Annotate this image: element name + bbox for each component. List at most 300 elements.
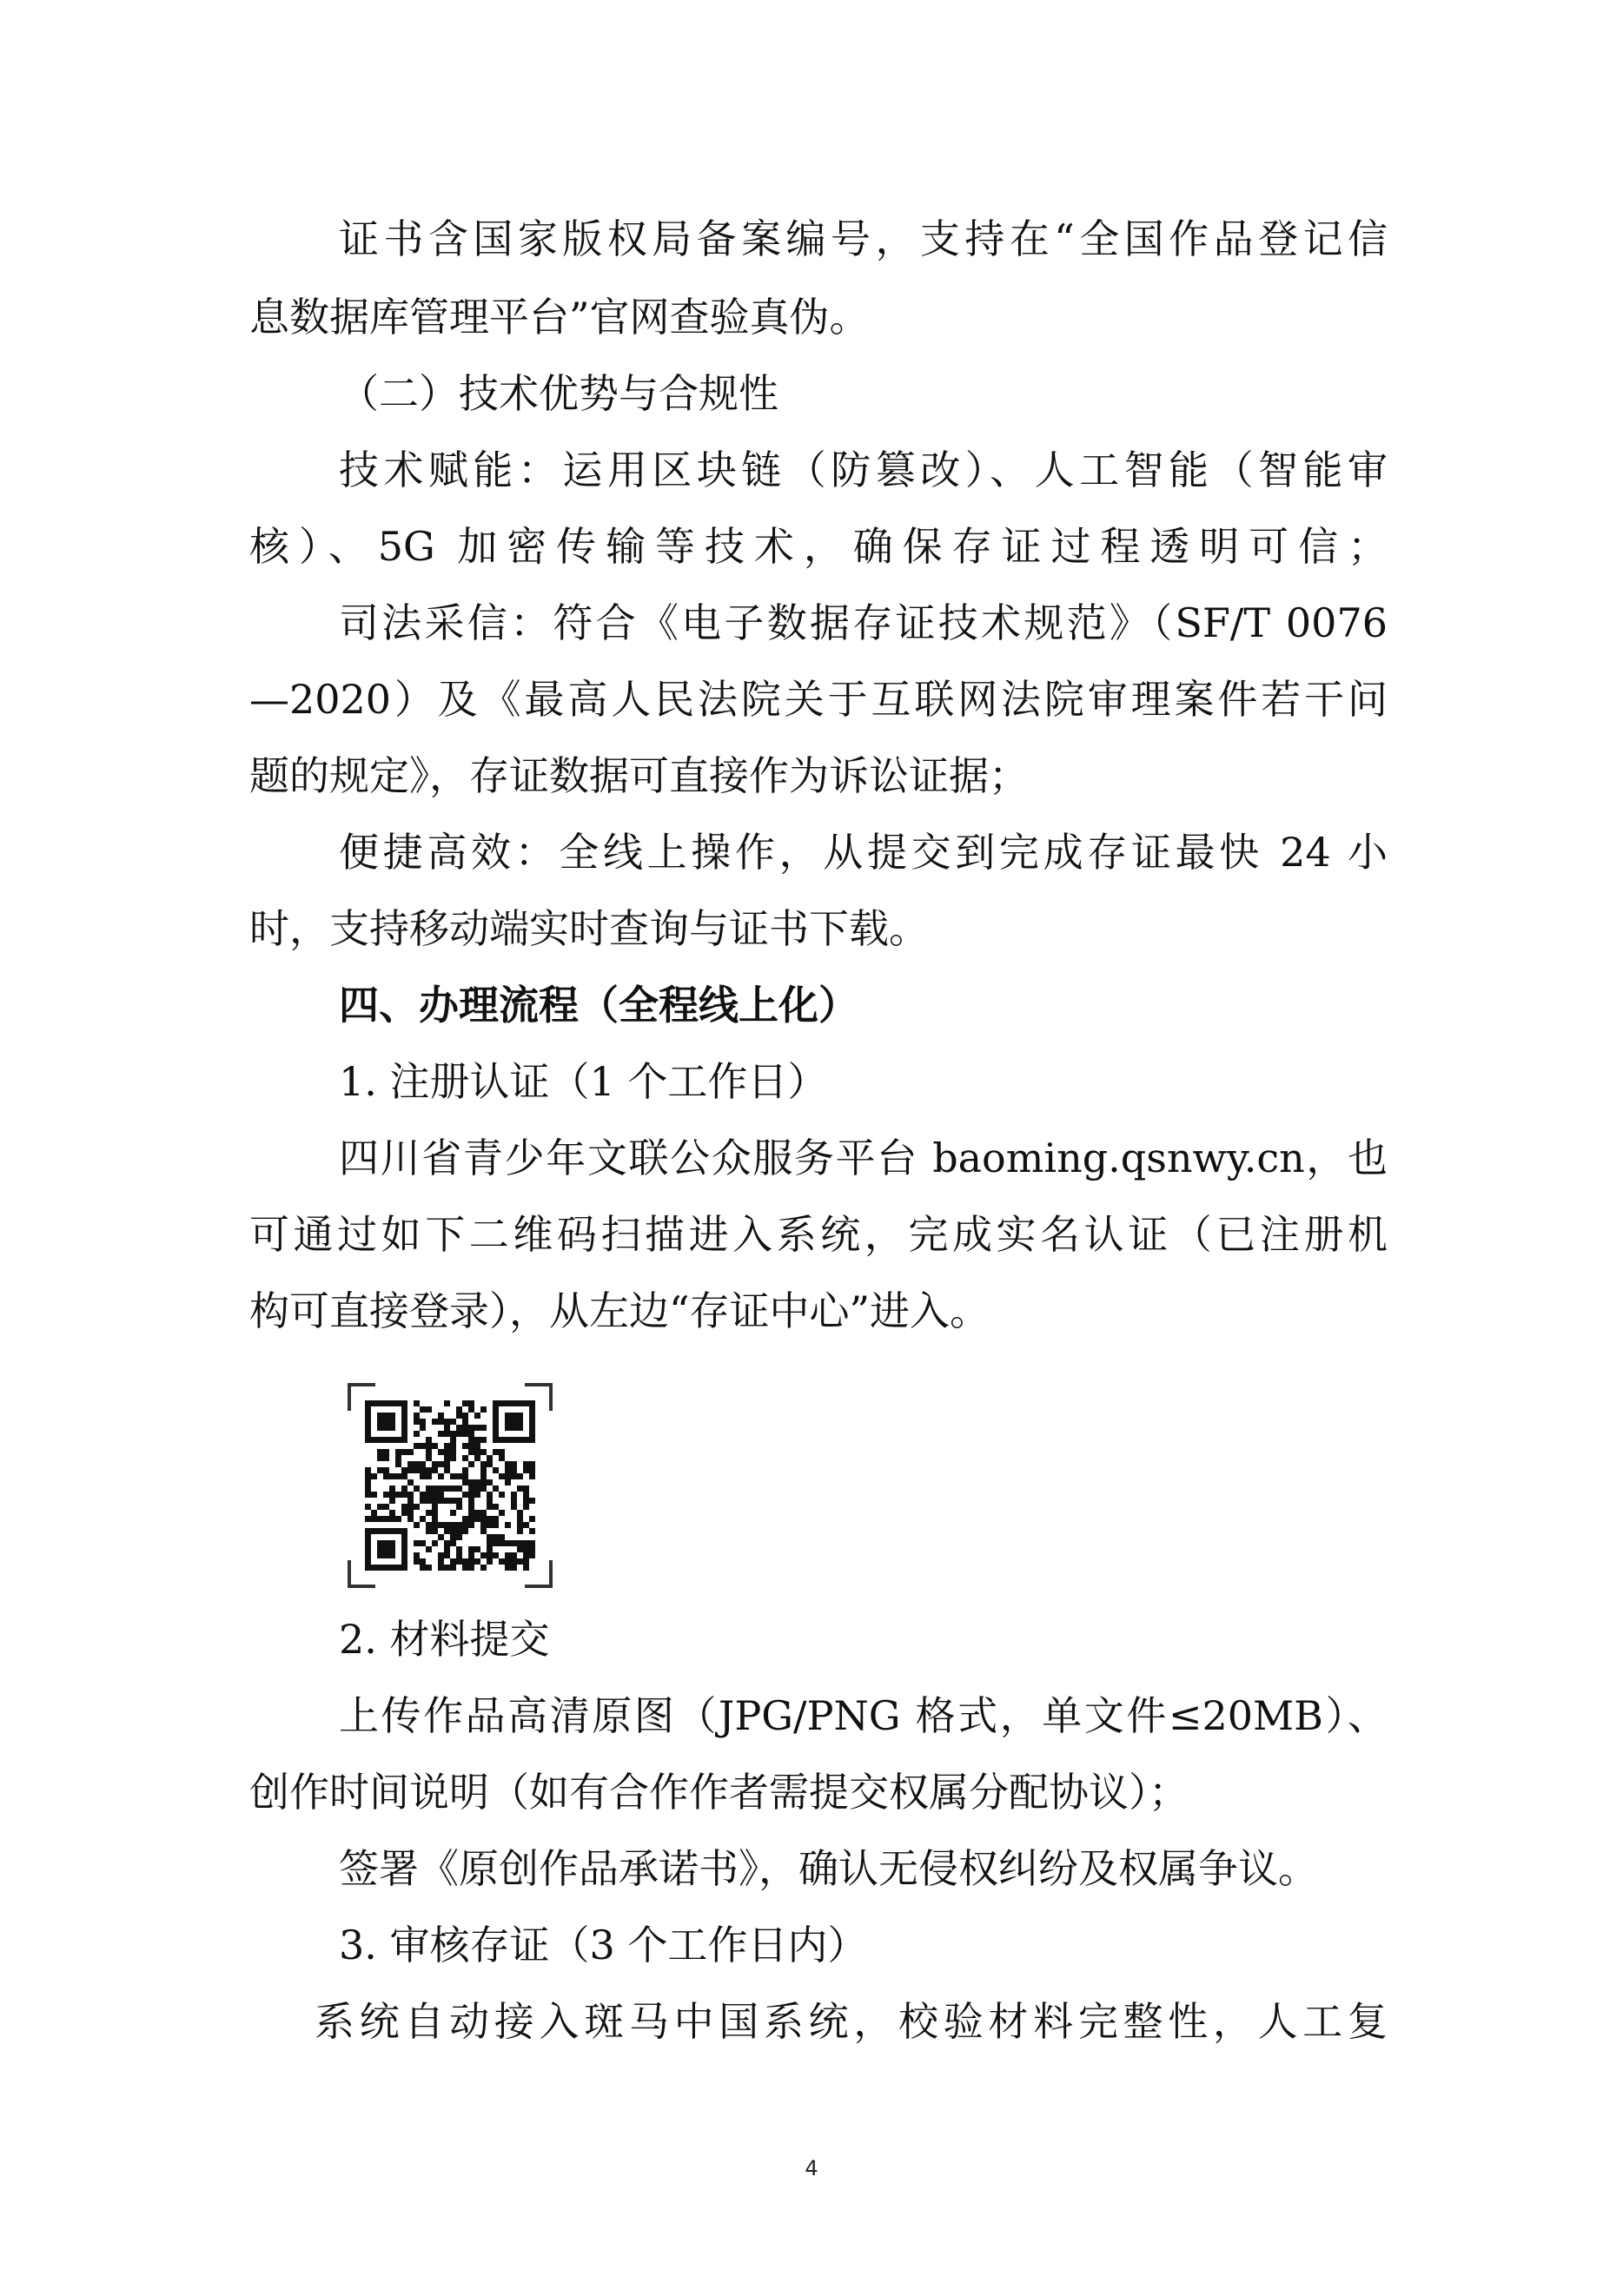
qr-module xyxy=(377,1516,383,1522)
qr-module xyxy=(383,1449,389,1455)
paragraph-judicial-line-2: —2020）及《最高人民法院关于互联网法院审理案件若干问 xyxy=(249,676,1388,723)
qr-module xyxy=(432,1443,438,1449)
qr-module xyxy=(420,1558,426,1565)
qr-module xyxy=(517,1558,523,1565)
qr-module xyxy=(529,1546,535,1552)
qr-module xyxy=(420,1425,426,1431)
paragraph-tech-empowerment-line-2: 核）、5G 加密传输等技术，确保存证过程透明可信； xyxy=(249,523,1388,570)
qr-module xyxy=(389,1473,395,1479)
qr-module xyxy=(444,1552,450,1558)
qr-module xyxy=(474,1516,480,1522)
qr-module xyxy=(444,1467,450,1473)
qr-module xyxy=(529,1467,535,1473)
qr-module xyxy=(420,1419,426,1425)
qr-module xyxy=(505,1522,511,1528)
paragraph-platform-line-3: 构可直接登录），从左边“存证中心”进入。 xyxy=(249,1287,990,1334)
qr-module xyxy=(505,1473,511,1479)
qr-module xyxy=(474,1485,480,1492)
qr-module xyxy=(383,1455,389,1461)
qr-module xyxy=(389,1485,395,1492)
qr-module xyxy=(389,1510,395,1516)
qr-module xyxy=(517,1546,523,1552)
qr-module xyxy=(487,1546,493,1552)
qr-module xyxy=(493,1516,499,1522)
qr-module xyxy=(456,1425,462,1431)
qr-module xyxy=(450,1455,456,1461)
qr-module xyxy=(383,1467,389,1473)
qr-module xyxy=(444,1449,450,1455)
qr-module xyxy=(444,1546,450,1552)
qr-module xyxy=(407,1461,414,1467)
qr-module xyxy=(462,1425,468,1431)
qr-module xyxy=(468,1492,474,1498)
qr-module xyxy=(432,1522,438,1528)
qr-module xyxy=(420,1461,426,1467)
qr-module xyxy=(493,1504,499,1510)
paragraph-judicial-line-3: 题的规定》，存证数据可直接作为诉讼证据； xyxy=(249,752,1029,799)
qr-module xyxy=(414,1419,420,1425)
qr-module xyxy=(468,1522,474,1528)
qr-module xyxy=(456,1528,462,1534)
qr-module xyxy=(444,1455,450,1461)
qr-module xyxy=(444,1431,450,1437)
qr-module xyxy=(401,1473,407,1479)
qr-module xyxy=(420,1443,426,1449)
qr-module xyxy=(365,1473,371,1479)
qr-module xyxy=(438,1552,444,1558)
qr-module xyxy=(468,1431,474,1437)
qr-module xyxy=(517,1522,523,1528)
qr-module xyxy=(371,1492,377,1498)
qr-module xyxy=(438,1498,444,1504)
qr-module xyxy=(462,1565,468,1571)
qr-module xyxy=(523,1558,529,1565)
qr-module xyxy=(511,1467,517,1473)
qr-module xyxy=(426,1455,432,1461)
qr-module xyxy=(462,1473,468,1479)
qr-module xyxy=(432,1461,438,1467)
qr-module xyxy=(523,1522,529,1528)
qr-module xyxy=(468,1406,474,1413)
qr-module xyxy=(456,1431,462,1437)
qr-module xyxy=(456,1498,462,1504)
qr-module xyxy=(480,1510,487,1516)
qr-module xyxy=(480,1437,487,1443)
qr-module xyxy=(365,1467,371,1473)
qr-module xyxy=(414,1443,420,1449)
qr-module xyxy=(505,1461,511,1467)
qr-module xyxy=(401,1504,407,1510)
qr-module xyxy=(499,1534,505,1540)
qr-module xyxy=(420,1406,426,1413)
qr-module xyxy=(426,1443,432,1449)
qr-module xyxy=(426,1492,432,1498)
paragraph-convenience-line-2: 时，支持移动端实时查询与证书下载。 xyxy=(249,905,929,952)
qr-module xyxy=(426,1510,432,1516)
qr-module xyxy=(505,1479,511,1485)
qr-module xyxy=(487,1492,493,1498)
qr-module xyxy=(480,1485,487,1492)
qr-module xyxy=(389,1498,395,1504)
qr-module xyxy=(523,1461,529,1467)
qr-module xyxy=(480,1461,487,1467)
qr-module xyxy=(468,1449,474,1455)
qr-module xyxy=(474,1425,480,1431)
qr-module xyxy=(474,1479,480,1485)
qr-module xyxy=(420,1540,426,1546)
qr-module xyxy=(487,1498,493,1504)
qr-module xyxy=(444,1528,450,1534)
qr-module xyxy=(511,1473,517,1479)
qr-module xyxy=(432,1485,438,1492)
qr-module xyxy=(499,1492,505,1498)
qr-module xyxy=(450,1540,456,1546)
qr-module xyxy=(365,1504,371,1510)
qr-module xyxy=(517,1540,523,1546)
qr-module xyxy=(529,1552,535,1558)
qr-module xyxy=(468,1479,474,1485)
qr-module xyxy=(407,1449,414,1455)
qr-module xyxy=(505,1552,511,1558)
qr-module xyxy=(426,1522,432,1528)
qr-module xyxy=(511,1504,517,1510)
qr-module xyxy=(365,1516,371,1522)
qr-module xyxy=(444,1565,450,1571)
qr-module xyxy=(462,1455,468,1461)
qr-module xyxy=(432,1498,438,1504)
qr-module xyxy=(468,1516,474,1522)
paragraph-judicial-line-1: 司法采信：符合《电子数据存证技术规范》（SF/T 0076 xyxy=(339,599,1388,646)
qr-module xyxy=(474,1455,480,1461)
qr-module xyxy=(480,1522,487,1528)
qr-module xyxy=(487,1522,493,1528)
qr-module xyxy=(480,1425,487,1431)
qr-module xyxy=(517,1510,523,1516)
qr-module xyxy=(438,1558,444,1565)
qr-module xyxy=(438,1522,444,1528)
qr-module xyxy=(529,1461,535,1467)
qr-module xyxy=(487,1479,493,1485)
qr-module xyxy=(523,1565,529,1571)
qr-module xyxy=(523,1467,529,1473)
qr-module xyxy=(450,1522,456,1528)
qr-module xyxy=(414,1522,420,1528)
qr-module xyxy=(511,1492,517,1498)
qr-module xyxy=(493,1540,499,1546)
paragraph-platform-line-1: 四川省青少年文联公众服务平台 baoming.qsnwy.cn，也 xyxy=(339,1135,1388,1181)
qr-module xyxy=(438,1492,444,1498)
page-number: 4 xyxy=(805,2156,818,2180)
qr-module xyxy=(438,1534,444,1540)
qr-module xyxy=(401,1485,407,1492)
qr-module xyxy=(462,1479,468,1485)
qr-module xyxy=(383,1473,389,1479)
qr-module xyxy=(493,1485,499,1492)
qr-module xyxy=(420,1473,426,1479)
qr-module xyxy=(426,1406,432,1413)
qr-module xyxy=(401,1467,407,1473)
qr-module xyxy=(444,1419,450,1425)
qr-module xyxy=(456,1552,462,1558)
qr-module xyxy=(529,1473,535,1479)
qr-module xyxy=(499,1510,505,1516)
qr-module xyxy=(456,1413,462,1419)
step-heading-registration: 1. 注册认证（1 个工作日） xyxy=(339,1058,828,1105)
qr-module xyxy=(511,1540,517,1546)
qr-module xyxy=(444,1485,450,1492)
qr-module xyxy=(505,1558,511,1565)
qr-module xyxy=(426,1528,432,1534)
qr-module xyxy=(462,1419,468,1425)
paragraph-certificate-line-1: 证书含国家版权局备案编号，支持在“全国作品登记信 xyxy=(339,215,1388,262)
qr-module xyxy=(493,1467,499,1473)
qr-module xyxy=(426,1449,432,1455)
qr-module xyxy=(426,1565,432,1571)
qr-module xyxy=(480,1467,487,1473)
qr-module xyxy=(450,1528,456,1534)
qr-module xyxy=(450,1510,456,1516)
qr-module xyxy=(407,1492,414,1498)
qr-module xyxy=(456,1522,462,1528)
qr-module xyxy=(505,1540,511,1546)
qr-module xyxy=(438,1485,444,1492)
qr-module xyxy=(365,1479,371,1485)
qr-module xyxy=(420,1516,426,1522)
qr-module xyxy=(499,1449,505,1455)
qr-module xyxy=(438,1413,444,1419)
paragraph-convenience-line-1: 便捷高效：全线上操作，从提交到完成存证最快 24 小 xyxy=(339,829,1388,876)
qr-module xyxy=(511,1558,517,1565)
qr-module xyxy=(450,1558,456,1565)
qr-module xyxy=(487,1558,493,1565)
qr-module xyxy=(487,1516,493,1522)
qr-module xyxy=(493,1552,499,1558)
qr-module xyxy=(462,1400,468,1406)
qr-module xyxy=(474,1558,480,1565)
qr-module xyxy=(414,1504,420,1510)
qr-module xyxy=(523,1498,529,1504)
qr-module xyxy=(523,1485,529,1492)
qr-module xyxy=(383,1492,389,1498)
qr-module xyxy=(529,1516,535,1522)
qr-module xyxy=(529,1498,535,1504)
qr-module xyxy=(499,1558,505,1565)
qr-module xyxy=(462,1443,468,1449)
qr-module xyxy=(456,1485,462,1492)
qr-module xyxy=(377,1504,383,1510)
qr-module xyxy=(401,1449,407,1455)
qr-module xyxy=(480,1516,487,1522)
qr-module xyxy=(395,1449,401,1455)
qr-module xyxy=(395,1516,401,1522)
qr-module xyxy=(474,1546,480,1552)
qr-module xyxy=(438,1449,444,1455)
qr-module xyxy=(493,1534,499,1540)
paragraph-tech-empowerment-line-1: 技术赋能：运用区块链（防篡改）、人工智能（智能审 xyxy=(339,447,1388,493)
qr-module xyxy=(523,1546,529,1552)
qr-module xyxy=(444,1443,450,1449)
qr-module xyxy=(407,1498,414,1504)
qr-module xyxy=(480,1449,487,1455)
qr-module xyxy=(456,1546,462,1552)
qr-module xyxy=(450,1498,456,1504)
step-heading-materials: 2. 材料提交 xyxy=(339,1616,550,1663)
qr-module xyxy=(517,1473,523,1479)
qr-module xyxy=(456,1534,462,1540)
qr-module xyxy=(432,1516,438,1522)
qr-module xyxy=(517,1485,523,1492)
qr-module xyxy=(474,1413,480,1419)
qr-module xyxy=(426,1473,432,1479)
qr-module xyxy=(401,1492,407,1498)
qr-module xyxy=(426,1437,432,1443)
qr-module xyxy=(487,1455,493,1461)
qr-module xyxy=(511,1552,517,1558)
qr-module xyxy=(444,1522,450,1528)
qr-module xyxy=(450,1534,456,1540)
qr-module xyxy=(529,1528,535,1534)
qr-module xyxy=(523,1504,529,1510)
qr-module xyxy=(468,1443,474,1449)
qr-module xyxy=(444,1400,450,1406)
qr-module xyxy=(468,1400,474,1406)
qr-module xyxy=(377,1467,383,1473)
qr-module xyxy=(432,1540,438,1546)
section-heading-technical-advantages: （二）技术优势与合规性 xyxy=(339,370,778,417)
qr-module xyxy=(468,1546,474,1552)
qr-module xyxy=(468,1498,474,1504)
qr-module xyxy=(383,1516,389,1522)
qr-module xyxy=(365,1492,371,1498)
qr-module xyxy=(499,1455,505,1461)
qr-module xyxy=(480,1479,487,1485)
qr-module xyxy=(432,1528,438,1534)
qr-module xyxy=(462,1516,468,1522)
qr-module xyxy=(462,1522,468,1528)
qr-module xyxy=(474,1492,480,1498)
qr-module xyxy=(468,1485,474,1492)
qr-module xyxy=(395,1473,401,1479)
qr-module xyxy=(438,1419,444,1425)
qr-module xyxy=(450,1431,456,1437)
qr-module xyxy=(480,1565,487,1571)
qr-module xyxy=(420,1492,426,1498)
qr-module xyxy=(432,1510,438,1516)
qr-module xyxy=(468,1504,474,1510)
qr-module xyxy=(511,1565,517,1571)
qr-module xyxy=(480,1406,487,1413)
qr-module xyxy=(426,1485,432,1492)
qr-module xyxy=(505,1467,511,1473)
qr-module xyxy=(383,1504,389,1510)
qr-module xyxy=(468,1510,474,1516)
qr-module xyxy=(414,1540,420,1546)
qr-module xyxy=(468,1461,474,1467)
qr-module xyxy=(389,1492,395,1498)
qr-module xyxy=(426,1467,432,1473)
qr-module xyxy=(432,1419,438,1425)
qr-module xyxy=(420,1498,426,1504)
qr-module xyxy=(480,1473,487,1479)
qr-module xyxy=(414,1413,420,1419)
qr-module xyxy=(444,1425,450,1431)
qr-module xyxy=(462,1431,468,1437)
qr-module xyxy=(414,1485,420,1492)
qr-module xyxy=(474,1449,480,1455)
qr-module xyxy=(414,1461,420,1467)
qr-module xyxy=(414,1552,420,1558)
paragraph-platform-line-2: 可通过如下二维码扫描进入系统，完成实名认证（已注册机 xyxy=(249,1211,1388,1258)
qr-module xyxy=(468,1558,474,1565)
qr-module xyxy=(414,1467,420,1473)
qr-module xyxy=(462,1467,468,1473)
qr-module xyxy=(480,1528,487,1534)
qr-module xyxy=(474,1443,480,1449)
qr-module xyxy=(377,1449,383,1455)
qr-module xyxy=(414,1558,420,1565)
qr-module xyxy=(487,1534,493,1540)
qr-module xyxy=(407,1479,414,1485)
qr-module xyxy=(371,1510,377,1516)
qr-module xyxy=(468,1565,474,1571)
qr-module xyxy=(438,1431,444,1437)
qr-module xyxy=(420,1467,426,1473)
paragraph-upload-line-1: 上传作品高清原图（JPG/PNG 格式，单文件≤20MB）、 xyxy=(339,1692,1388,1739)
qr-module xyxy=(395,1461,401,1467)
qr-module xyxy=(444,1540,450,1546)
qr-module xyxy=(499,1540,505,1546)
paragraph-commitment: 签署《原创作品承诺书》，确认无侵权纠纷及权属争议。 xyxy=(339,1845,1318,1892)
qr-module xyxy=(480,1552,487,1558)
qr-module xyxy=(523,1552,529,1558)
qr-module xyxy=(529,1540,535,1546)
qr-module xyxy=(487,1540,493,1546)
qr-module xyxy=(377,1455,383,1461)
qr-module xyxy=(450,1449,456,1455)
qr-module xyxy=(450,1473,456,1479)
qr-module xyxy=(371,1516,377,1522)
qr-module xyxy=(517,1516,523,1522)
qr-module xyxy=(499,1473,505,1479)
qr-module xyxy=(462,1528,468,1534)
paragraph-upload-line-2: 创作时间说明（如有合作作者需提交权属分配协议）； xyxy=(249,1769,1189,1816)
qr-module xyxy=(438,1461,444,1467)
qr-module xyxy=(407,1510,414,1516)
qr-module xyxy=(432,1492,438,1498)
qr-module xyxy=(523,1540,529,1546)
qr-module xyxy=(462,1558,468,1565)
qr-module xyxy=(365,1485,371,1492)
qr-module xyxy=(511,1498,517,1504)
qr-module xyxy=(395,1455,401,1461)
qr-module xyxy=(407,1516,414,1522)
qr-module xyxy=(438,1473,444,1479)
qr-module xyxy=(432,1467,438,1473)
qr-module xyxy=(511,1461,517,1467)
qr-module xyxy=(493,1522,499,1528)
qr-module xyxy=(432,1504,438,1510)
qr-module xyxy=(450,1419,456,1425)
qr-module xyxy=(438,1565,444,1571)
qr-module xyxy=(371,1473,377,1479)
qr-module xyxy=(414,1431,420,1437)
qr-module xyxy=(456,1558,462,1565)
qr-module xyxy=(468,1437,474,1443)
qr-module xyxy=(468,1552,474,1558)
qr-module xyxy=(456,1504,462,1510)
qr-module xyxy=(505,1565,511,1571)
qr-module xyxy=(517,1528,523,1534)
